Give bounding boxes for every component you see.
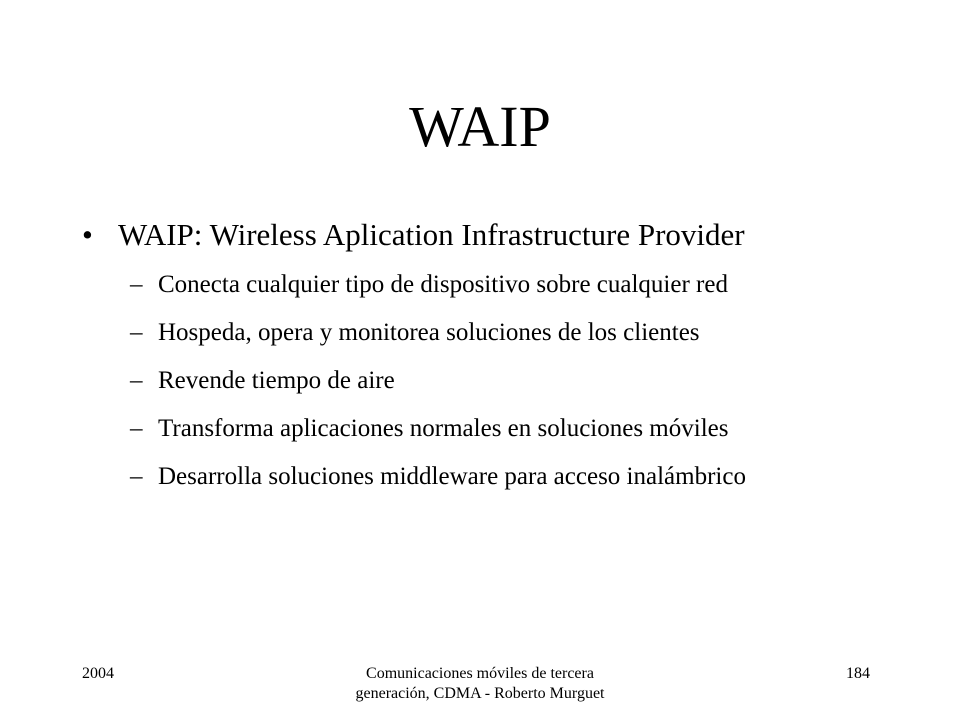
sub-bullet [82, 364, 882, 398]
sub-bullet-text: Revende tiempo de aire [158, 367, 395, 394]
sub-bullet-text: Conecta cualquier tipo de dispositivo sobre cualquier red [158, 271, 728, 298]
sub-bullet-marker: – [130, 319, 143, 346]
main-bullet [82, 216, 882, 254]
sub-bullet-marker: – [130, 271, 143, 298]
footer-page-number: 184 [846, 665, 870, 682]
sub-bullet [82, 316, 882, 350]
sub-bullet-text: Transforma aplicaciones normales en soluciones móviles [158, 415, 729, 442]
sub-bullet [82, 460, 882, 494]
slide-title: WAIP [409, 94, 551, 159]
sub-bullet [82, 268, 882, 302]
bullet-marker: • [82, 217, 93, 252]
footer-year: 2004 [82, 665, 114, 682]
sub-bullet [82, 412, 882, 446]
footer-course: Comunicaciones móviles de tercera generación, CDMA - Roberto Murguet [355, 665, 605, 702]
sub-bullet-marker: – [130, 367, 143, 394]
sub-bullet-text: Hospeda, opera y monitorea soluciones de los clientes [158, 319, 700, 346]
sub-bullet-text: Desarrolla soluciones middleware para acceso inalámbrico [158, 463, 746, 490]
slide-content [82, 216, 882, 508]
sub-bullet-marker: – [130, 463, 143, 490]
sub-bullet-marker: – [130, 415, 143, 442]
main-bullet-text: WAIP: Wireless Aplication Infrastructure Provider [118, 217, 745, 252]
